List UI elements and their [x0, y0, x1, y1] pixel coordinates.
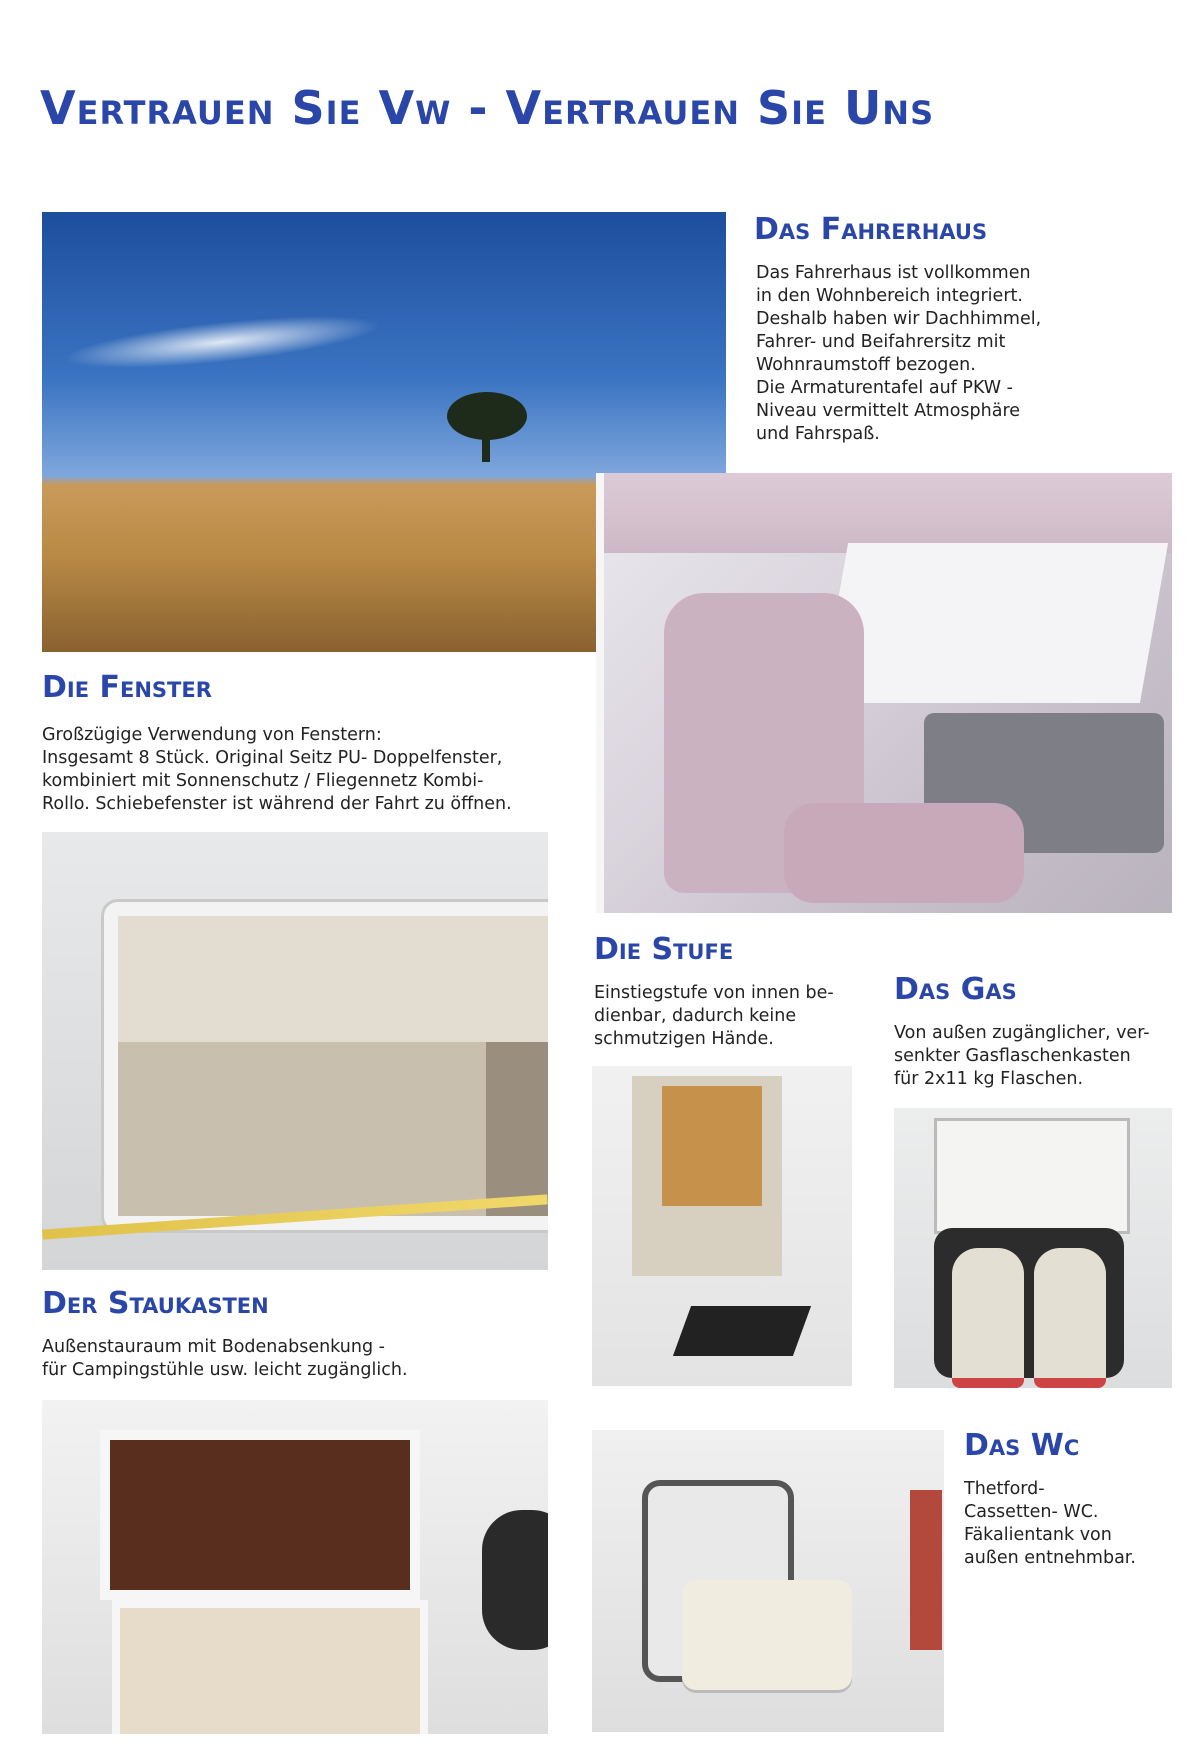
heading-fenster: Die Fenster — [42, 670, 212, 705]
gas-compartment-photo — [894, 1108, 1172, 1388]
seat-cushion-shape — [784, 803, 1024, 903]
side-window-shape — [820, 543, 1168, 703]
text-fahrerhaus: Das Fahrerhaus ist vollkommen in den Wohnbereich integriert. Deshalb haben wir Dachhimmel, Fahrer- und Beifahrersitz mit Wohnraumstoff bezogen. Die Armaturentafel auf PKW - Niveau vermittelt Atmosphäre und Fahrspaß. — [756, 263, 1042, 444]
window-photo — [42, 832, 548, 1270]
page-title: Vertrauen Sie Vw - Vertrauen Sie Uns — [40, 81, 935, 135]
heading-wc: Das Wc — [964, 1428, 1080, 1463]
gas-lid — [934, 1118, 1130, 1234]
heading-stufe: Die Stufe — [594, 932, 734, 967]
storage-opening — [100, 1430, 420, 1600]
text-wc: Thetford- Cassetten- WC. Fäkalientank von außen entnehmbar. — [964, 1479, 1136, 1568]
text-fenster: Großzügige Verwendung von Fenstern: Insgesamt 8 Stück. Original Seitz PU- Doppelfenster, kombiniert mit Sonnenschutz / Fliegennetz Kombi- Rollo. Schiebefenster ist während der Fahrt zu öffnen. — [42, 725, 512, 814]
cab-interior-photo — [596, 473, 1172, 913]
step-photo — [592, 1066, 852, 1386]
heading-staukasten: Der Staukasten — [42, 1286, 269, 1321]
text-stufe: Einstiegstufe von innen be- dienbar, dadurch keine schmutzigen Hände. — [594, 983, 834, 1049]
window-panel — [118, 1042, 486, 1216]
text-gas: Von außen zugänglicher, ver- senkter Gasflaschenkasten für 2x11 kg Flaschen. — [894, 1023, 1150, 1089]
window-blind — [118, 916, 548, 1042]
wc-tank — [682, 1580, 852, 1690]
rear-lamp — [910, 1490, 942, 1650]
gas-bottle — [1034, 1248, 1106, 1388]
gas-bottle — [952, 1248, 1024, 1388]
text-staukasten: Außenstauraum mit Bodenabsenkung - für Campingstühle usw. leicht zugänglich. — [42, 1337, 408, 1380]
cloud-shape — [61, 305, 383, 378]
window-frame — [104, 902, 548, 1230]
entry-step — [673, 1306, 811, 1356]
storage-flap — [112, 1600, 428, 1734]
wood-board — [662, 1086, 762, 1206]
tree-trunk — [482, 432, 490, 462]
heading-fahrerhaus: Das Fahrerhaus — [754, 212, 988, 247]
storage-compartment-photo — [42, 1400, 548, 1734]
vehicle-wheel — [482, 1510, 548, 1650]
wc-cassette-photo — [592, 1430, 944, 1732]
heading-gas: Das Gas — [894, 972, 1017, 1007]
headliner-shape — [604, 473, 1172, 553]
